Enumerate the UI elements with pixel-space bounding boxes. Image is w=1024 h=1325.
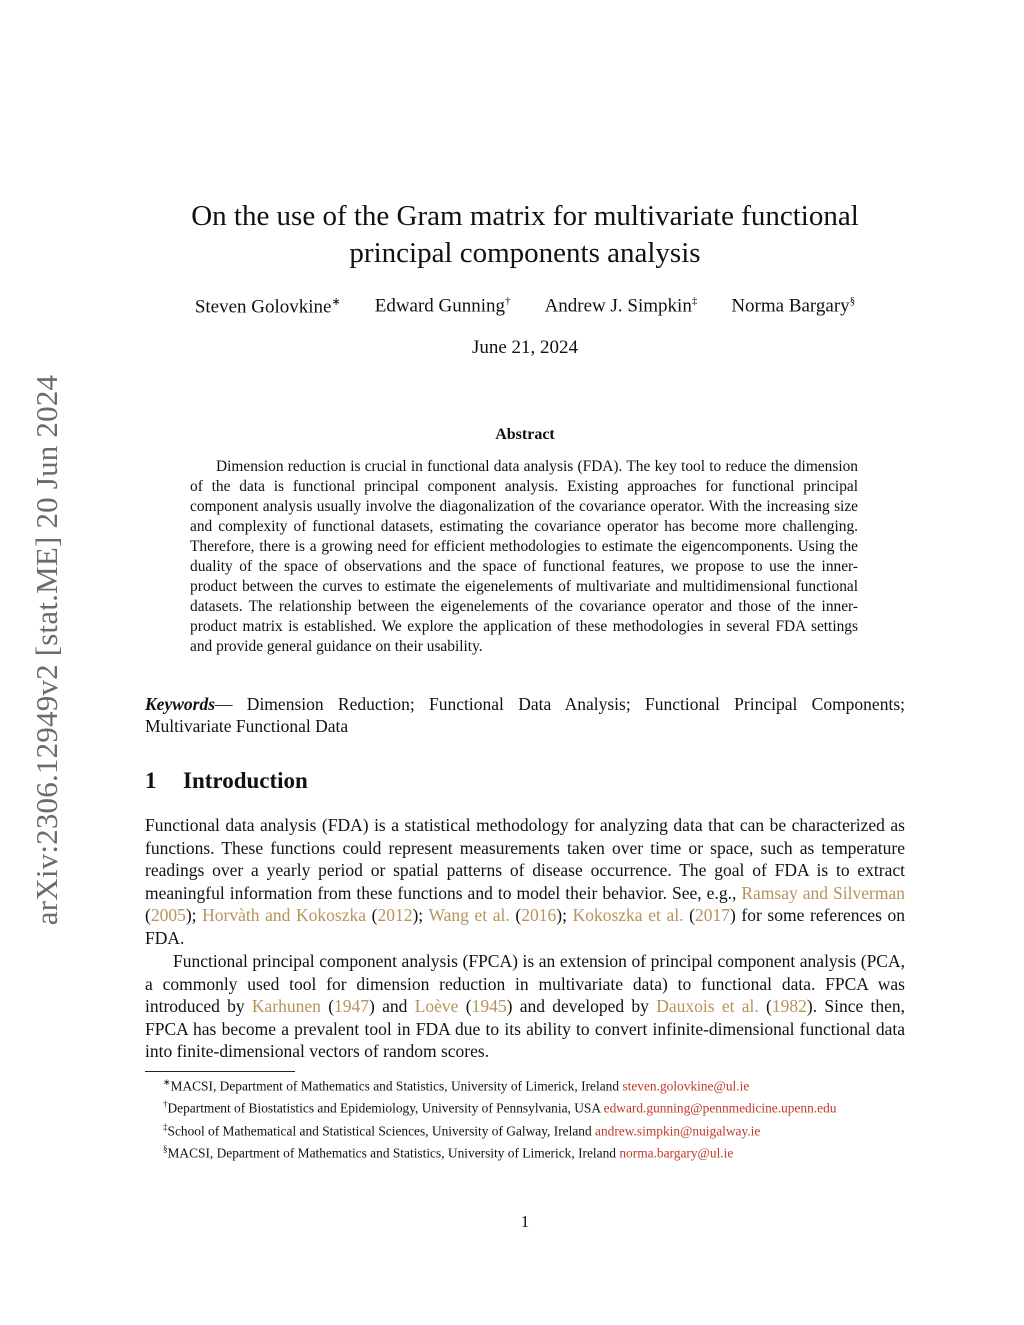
footnote-mark: ‡ bbox=[691, 295, 698, 307]
citation-year-link[interactable]: 2016 bbox=[521, 905, 557, 925]
author: Edward Gunning† bbox=[374, 295, 511, 317]
keywords bbox=[145, 693, 905, 737]
footnote-mark: ‡ bbox=[163, 1121, 168, 1132]
title-line-1: On the use of the Gram matrix for multivariate functional bbox=[191, 200, 859, 232]
footnote-mark: § bbox=[163, 1144, 168, 1155]
email-link[interactable]: norma.bargary@ul.ie bbox=[619, 1145, 734, 1161]
keywords-label: Keywords bbox=[145, 694, 215, 714]
section-title: Introduction bbox=[183, 768, 308, 793]
citation-link[interactable]: Horvàth and Kokoszka bbox=[202, 905, 367, 925]
author: Norma Bargary§ bbox=[731, 295, 856, 317]
email-link[interactable]: edward.gunning@pennmedicine.upenn.edu bbox=[603, 1100, 837, 1116]
keywords-text: — Dimension Reduction; Functional Data Analysis; Functional Principal Components; Multivariate Functional Data bbox=[145, 694, 905, 736]
author-list bbox=[145, 295, 905, 318]
footnote-mark: † bbox=[505, 295, 511, 307]
paper-date: June 21, 2024 bbox=[471, 337, 579, 358]
email-link[interactable]: andrew.simpkin@nuigalway.ie bbox=[595, 1123, 761, 1139]
citation-year-link[interactable]: 2005 bbox=[150, 905, 186, 925]
citation-link[interactable]: Karhunen bbox=[251, 996, 321, 1016]
citation-year-link[interactable]: 1982 bbox=[771, 996, 807, 1016]
abstract-text: Dimension reduction is crucial in functional data analysis (FDA). The key tool to reduce the dimension of the data is functional principal component analysis. Existing approaches for functional principal component analysis usually involve the diagonalization of the covariance operator. With the increasing size and complexity of functional datasets, estimating the covariance operator has become more challenging. Therefore, there is a growing need for efficient methodologies to estimate the eigencomponents. Using the duality of the space of observations and the space of functional features, we propose to use the inner-product between the curves to estimate the eigenelements of multivariate and multidimensional functional datasets. The relationship between the eigenelements of the covariance operator and those of the inner-product matrix is established. We explore the application of these methodologies in several FDA settings and provide general guidance on their usability. bbox=[190, 458, 858, 655]
citation-link[interactable]: Kokoszka et al. bbox=[572, 905, 684, 925]
paper-title bbox=[145, 198, 905, 272]
footnote-mark: ∗ bbox=[163, 1077, 171, 1087]
citation-year-link[interactable]: 2017 bbox=[694, 905, 730, 925]
citation-link[interactable]: Dauxois et al. bbox=[656, 996, 759, 1016]
citation-link[interactable]: Wang et al. bbox=[428, 905, 510, 925]
arxiv-sidebar bbox=[22, 340, 72, 960]
email-link[interactable]: steven.golovkine@ul.ie bbox=[622, 1078, 750, 1094]
footnote: ‡School of Mathematical and Statistical Sciences, University of Galway, Ireland andrew.simpkin@nuigalway.ie bbox=[163, 1121, 761, 1139]
citation-link[interactable]: Ramsay and Silverman bbox=[741, 882, 905, 903]
footnote: ∗MACSI, Department of Mathematics and Statistics, University of Limerick, Ireland steven.golovkine@ul.ie bbox=[163, 1077, 750, 1094]
citation-year-link[interactable]: 2012 bbox=[377, 905, 413, 925]
section-number: 1 bbox=[145, 768, 157, 793]
footnote-mark: ∗ bbox=[331, 296, 341, 308]
footnote: †Department of Biostatistics and Epidemiology, University of Pennsylvania, USA edward.gunning@pennmedicine.upenn.edu bbox=[163, 1099, 837, 1116]
intro-paragraph-1: Functional data analysis (FDA) is a statistical methodology for analyzing data that can be characterized as functions. These functions could represent measurements taken over time or space, such as temperature readings over a yearly period or spatial patterns of disease occurrence. The goal of FDA is to extract meaningful information from these functions and to model their behavior. See, e.g., Ramsay and Silverman (2005); Horvàth and Kokoszka (2012); Wang et al. (2016); Kokoszka et al. (2017) for some references on FDA. bbox=[145, 815, 906, 948]
citation-year-link[interactable]: 1947 bbox=[334, 996, 370, 1016]
author: Steven Golovkine∗ bbox=[194, 296, 341, 318]
abstract-heading: Abstract bbox=[495, 426, 555, 443]
section-heading-introduction bbox=[145, 768, 905, 794]
title-line-2: principal components analysis bbox=[349, 237, 701, 269]
citation-link[interactable]: Loève bbox=[414, 996, 459, 1016]
footnote-divider bbox=[145, 1071, 295, 1072]
arxiv-identifier: arXiv:2306.12949v2 [stat.ME] 20 Jun 2024 bbox=[29, 374, 64, 926]
author: Andrew J. Simpkin‡ bbox=[544, 295, 698, 317]
footnote: §MACSI, Department of Mathematics and Statistics, University of Limerick, Ireland norma.bargary@ul.ie bbox=[163, 1144, 734, 1161]
footnote-mark: † bbox=[163, 1099, 168, 1110]
page-number: 1 bbox=[520, 1212, 530, 1231]
citation-year-link[interactable]: 1945 bbox=[471, 996, 507, 1016]
footnote-mark: § bbox=[849, 295, 856, 307]
intro-paragraph-2: Functional principal component analysis (FPCA) is an extension of principal component analysis (PCA, a commonly used tool for dimension reduction in multivariate data) to functional data. FPCA was introduced by Karhunen (1947) and Loève (1945) and developed by Dauxois et al. (1982). Since then, FPCA has become a prevalent tool in FDA due to its ability to convert infinite-dimensional functional data into finite-dimensional vectors of random scores. bbox=[145, 951, 906, 1061]
footnotes bbox=[145, 1073, 905, 1163]
